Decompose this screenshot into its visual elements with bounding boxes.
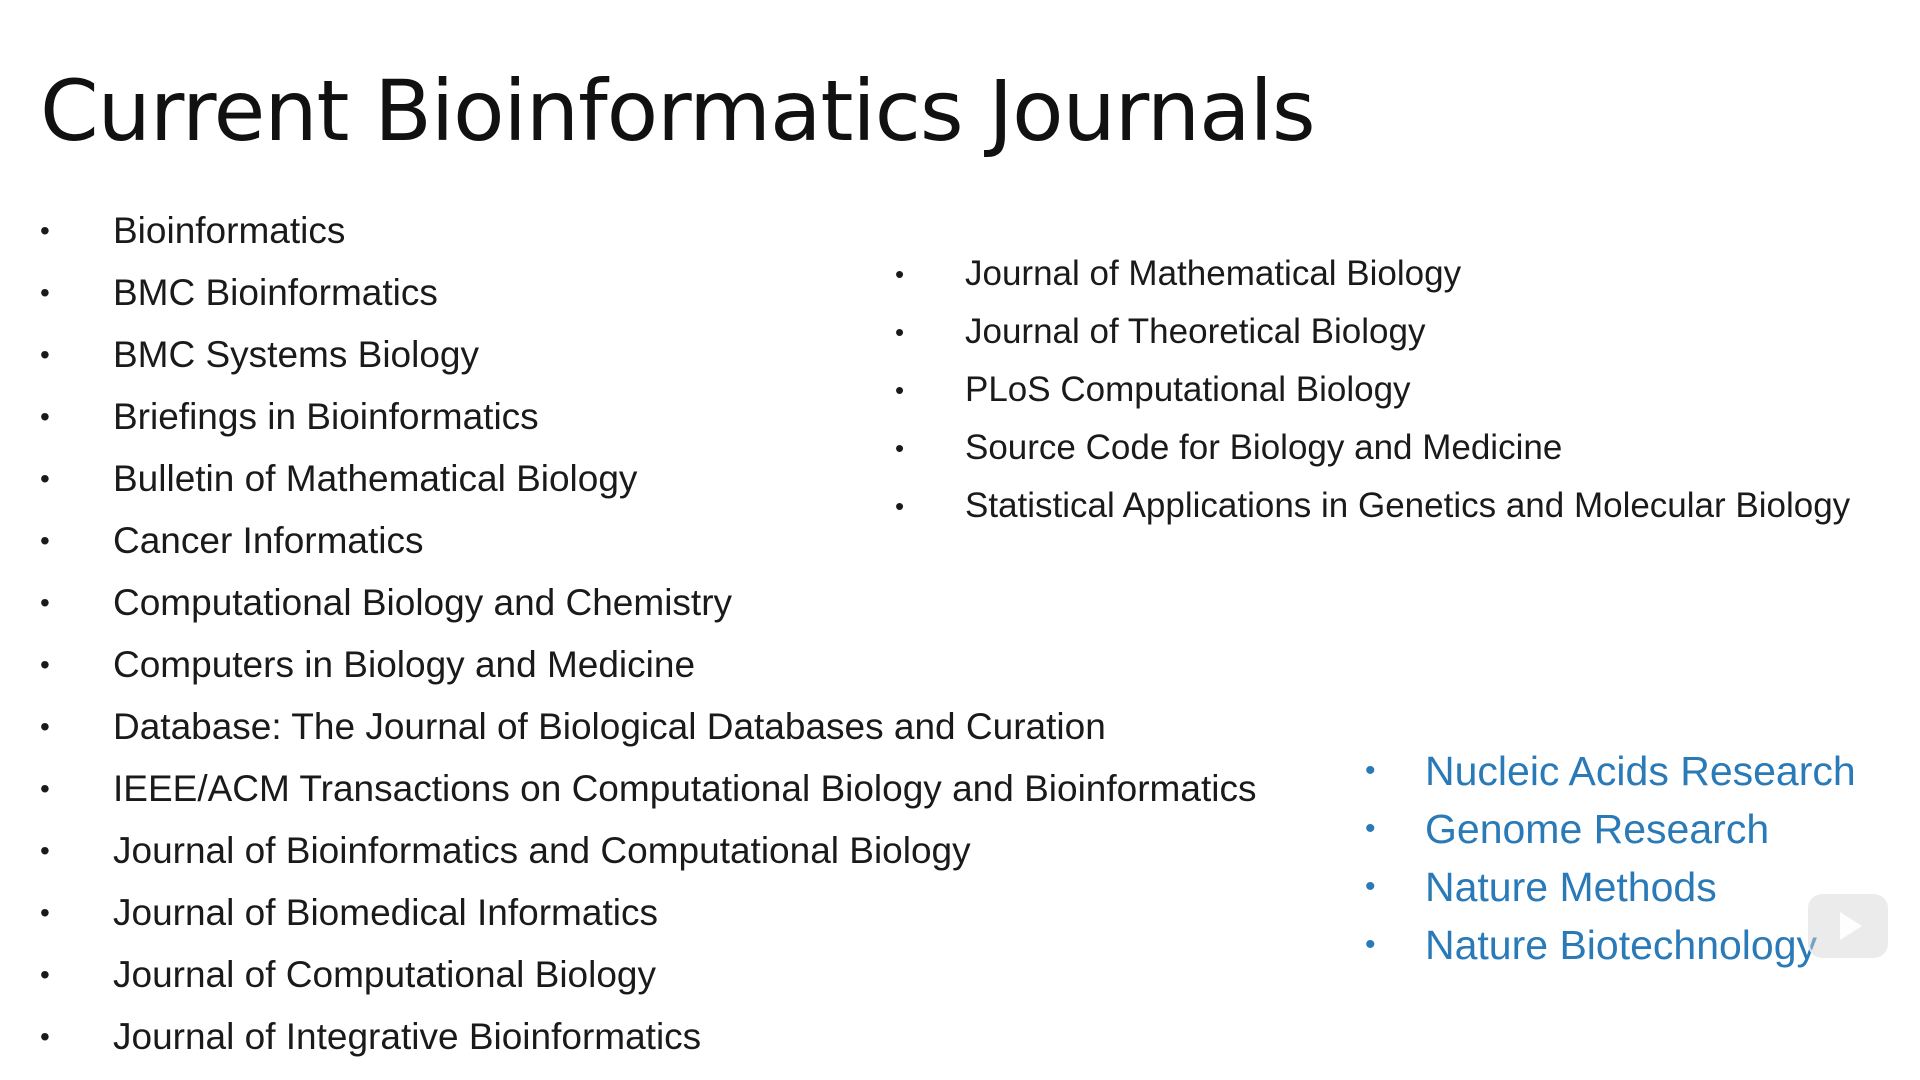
bullet: • bbox=[895, 375, 905, 405]
journal-name: Journal of Biomedical Informatics bbox=[113, 892, 658, 933]
journal-name: Nucleic Acids Research bbox=[1425, 748, 1856, 794]
bullet: • bbox=[1365, 928, 1376, 961]
journal-name: BMC Systems Biology bbox=[113, 334, 479, 375]
journal-name: Genome Research bbox=[1425, 806, 1770, 852]
bullet: • bbox=[895, 491, 905, 521]
list-item bbox=[895, 250, 1850, 308]
journal-name: Computers in Biology and Medicine bbox=[113, 644, 696, 685]
bullet: • bbox=[40, 587, 50, 618]
list-item bbox=[895, 482, 1850, 540]
list-item bbox=[895, 308, 1850, 366]
list-item bbox=[40, 887, 1256, 949]
journal-list-right bbox=[895, 250, 1850, 540]
bullet: • bbox=[40, 215, 50, 246]
journal-name: Nature Methods bbox=[1425, 864, 1717, 910]
list-item bbox=[40, 639, 1256, 701]
bullet: • bbox=[40, 649, 50, 680]
journal-name: Database: The Journal of Biological Databases and Curation bbox=[113, 706, 1106, 747]
list-item bbox=[40, 825, 1256, 887]
bullet: • bbox=[40, 773, 50, 804]
journal-name: Nature Biotechnology bbox=[1425, 922, 1818, 968]
journal-name: PLoS Computational Biology bbox=[965, 370, 1411, 409]
bullet: • bbox=[1365, 812, 1376, 845]
journal-name: BMC Bioinformatics bbox=[113, 272, 438, 313]
journal-name: Computational Biology and Chemistry bbox=[113, 582, 733, 623]
bullet: • bbox=[40, 401, 50, 432]
bullet: • bbox=[895, 433, 905, 463]
bullet: • bbox=[40, 463, 50, 494]
bullet: • bbox=[40, 339, 50, 370]
list-item bbox=[40, 577, 1256, 639]
list-item bbox=[40, 701, 1256, 763]
play-button[interactable] bbox=[1808, 894, 1888, 958]
journal-name: Bulletin of Mathematical Biology bbox=[113, 458, 638, 499]
play-icon bbox=[1840, 912, 1862, 940]
journal-name: Bioinformatics bbox=[113, 210, 346, 251]
journal-name: Statistical Applications in Genetics and Molecular Biology bbox=[965, 486, 1851, 525]
bullet: • bbox=[40, 1021, 50, 1052]
list-item bbox=[1365, 861, 1856, 919]
bullet: • bbox=[40, 711, 50, 742]
bullet: • bbox=[40, 835, 50, 866]
list-item bbox=[40, 949, 1256, 1011]
bullet: • bbox=[40, 959, 50, 990]
journal-name: Journal of Mathematical Biology bbox=[965, 254, 1462, 293]
bullet: • bbox=[40, 525, 50, 556]
list-item bbox=[40, 763, 1256, 825]
bullet: • bbox=[895, 317, 905, 347]
list-item bbox=[1365, 745, 1856, 803]
slide-title: Current Bioinformatics Journals bbox=[40, 62, 1315, 160]
bullet: • bbox=[40, 897, 50, 928]
list-item bbox=[895, 424, 1850, 482]
list-item bbox=[40, 1011, 1256, 1073]
journal-name: Journal of Computational Biology bbox=[113, 954, 656, 995]
journal-name: IEEE/ACM Transactions on Computational Biology and Bioinformatics bbox=[113, 768, 1257, 809]
journal-name: Source Code for Biology and Medicine bbox=[965, 428, 1563, 467]
bullet: • bbox=[1365, 870, 1376, 903]
journal-name: Briefings in Bioinformatics bbox=[113, 396, 539, 437]
journal-name: Journal of Theoretical Biology bbox=[965, 312, 1426, 351]
journal-name: Journal of Bioinformatics and Computational Biology bbox=[113, 830, 971, 871]
list-item bbox=[895, 366, 1850, 424]
list-item bbox=[1365, 803, 1856, 861]
bullet: • bbox=[895, 259, 905, 289]
journal-name: Cancer Informatics bbox=[113, 520, 424, 561]
journal-list-highlighted bbox=[1365, 745, 1856, 977]
bullet: • bbox=[1365, 754, 1376, 787]
list-item bbox=[1365, 919, 1856, 977]
journal-name: Journal of Integrative Bioinformatics bbox=[113, 1016, 702, 1057]
bullet: • bbox=[40, 277, 50, 308]
